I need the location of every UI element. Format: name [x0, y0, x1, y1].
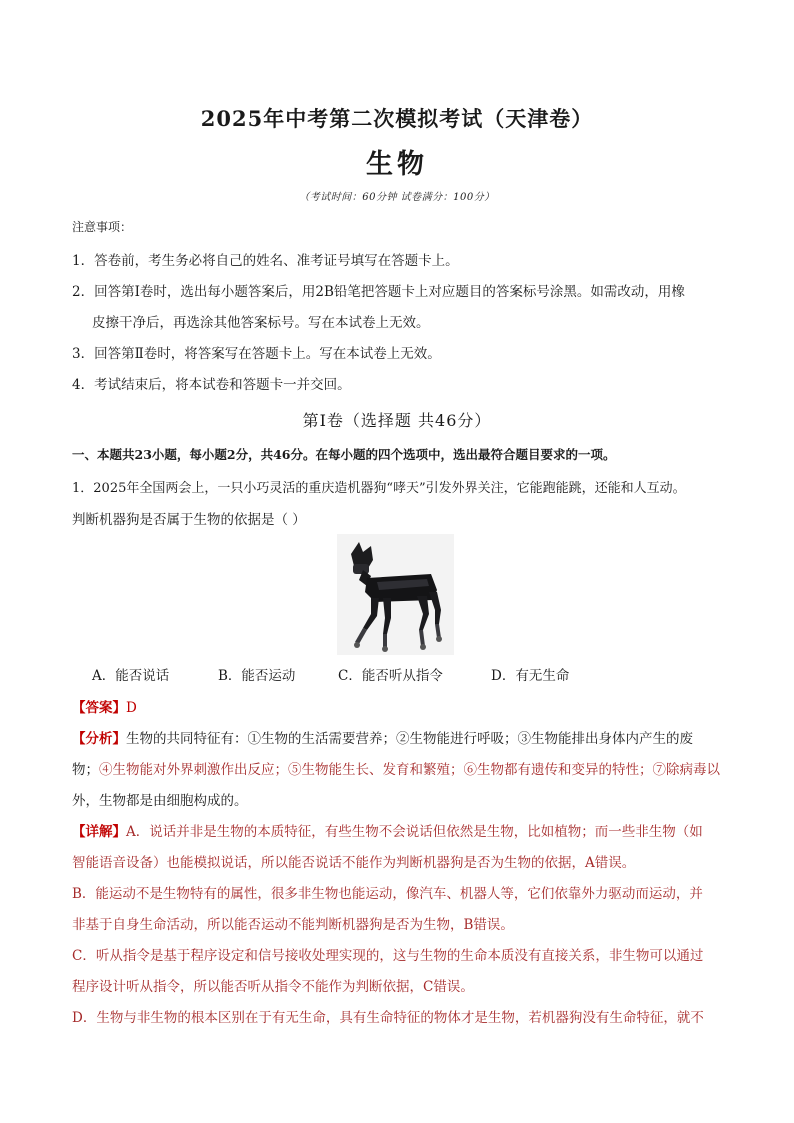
option-a: A．能否说话 [92, 668, 170, 684]
analysis-text-2b: ④生物能对外界刺激作出反应；⑤生物能生长、发育和繁殖；⑥生物都有遗传和变异的特性；⑦除病毒以 [99, 762, 720, 778]
analysis-line2 [72, 758, 720, 778]
question-stem-line1: 1．2025年全国两会上，一只小巧灵活的重庆造机器狗“哮天”引发外界关注，它能跑能跳，还能和人互动。 [72, 481, 686, 496]
note-item-4: 4．考试结束后，将本试卷和答题卡一并交回。 [72, 377, 351, 393]
note-item-2: 2．回答第Ⅰ卷时，选出每小题答案后，用2B铅笔把答题卡上对应题目的答案标号涂黑。如需改动，用橡 [72, 284, 685, 300]
exam-title: 2025年中考第二次模拟考试（天津卷） [200, 106, 594, 131]
robot-dog-icon [337, 534, 454, 655]
question-stem-line2: 判断机器狗是否属于生物的依据是（ ） [72, 512, 306, 528]
analysis-text-2a: 物； [72, 762, 99, 778]
analysis-line1 [72, 727, 693, 747]
note-item-1: 1．答卷前，考生务必将自己的姓名、准考证号填写在答题卡上。 [72, 253, 459, 269]
detail-b-line1: B．能运动不是生物特有的属性，很多非生物也能运动，像汽车、机器人等，它们依靠外力驱动而运动，并 [72, 886, 703, 902]
analysis-text-1: 生物的共同特征有：①生物的生活需要营养；②生物能进行呼吸；③生物能排出身体内产生的废 [126, 731, 693, 747]
detail-a-text-1: A．说话并非是生物的本质特征，有些生物不会说话但依然是生物，比如植物；而一些非生物（如 [126, 824, 703, 840]
note-item-2-cont: 皮擦干净后，再选涂其他答案标号。写在本试卷上无效。 [92, 315, 430, 331]
option-d: D．有无生命 [491, 668, 570, 684]
exam-info: （考试时间：60分钟 试卷满分：100分） [299, 192, 495, 203]
option-b: B．能否运动 [218, 668, 296, 684]
analysis-tag: 【分析】 [72, 731, 126, 747]
detail-d-line1: D．生物与非生物的根本区别在于有无生命，具有生命特征的物体才是生物，若机器狗没有生命特征，就不 [72, 1010, 704, 1026]
answer-value: D [126, 700, 137, 716]
section-title: 第Ⅰ卷（选择题 共46分） [302, 411, 492, 430]
note-item-3: 3．回答第Ⅱ卷时，将答案写在答题卡上。写在本试卷上无效。 [72, 346, 441, 362]
robot-dog-photo [337, 534, 454, 655]
detail-tag: 【详解】 [72, 824, 126, 840]
detail-b-line2: 非基于自身生命活动，所以能否运动不能判断机器狗是否为生物，B错误。 [72, 917, 514, 933]
detail-c-line1: C．听从指令是基于程序设定和信号接收处理实现的，这与生物的生命本质没有直接关系，非生物可以通过 [72, 948, 704, 964]
subject-title: 生物 [366, 149, 428, 180]
section-instruction: 一、本题共23小题，每小题2分，共46分。在每小题的四个选项中，选出最符合题目要求的一项。 [72, 447, 616, 462]
detail-a-line2: 智能语音设备）也能模拟说话，所以能否说话不能作为判断机器狗是否为生物的依据，A错误。 [72, 855, 636, 871]
detail-c-line2: 程序设计听从指令，所以能否听从指令不能作为判断依据，C错误。 [72, 979, 474, 995]
notes-heading: 注意事项： [72, 220, 133, 234]
detail-a-line1 [72, 820, 703, 840]
option-c: C．能否听从指令 [338, 668, 443, 684]
answer-line [72, 696, 137, 716]
answer-tag: 【答案】 [72, 700, 126, 716]
analysis-line3: 外，生物都是由细胞构成的。 [72, 793, 248, 809]
